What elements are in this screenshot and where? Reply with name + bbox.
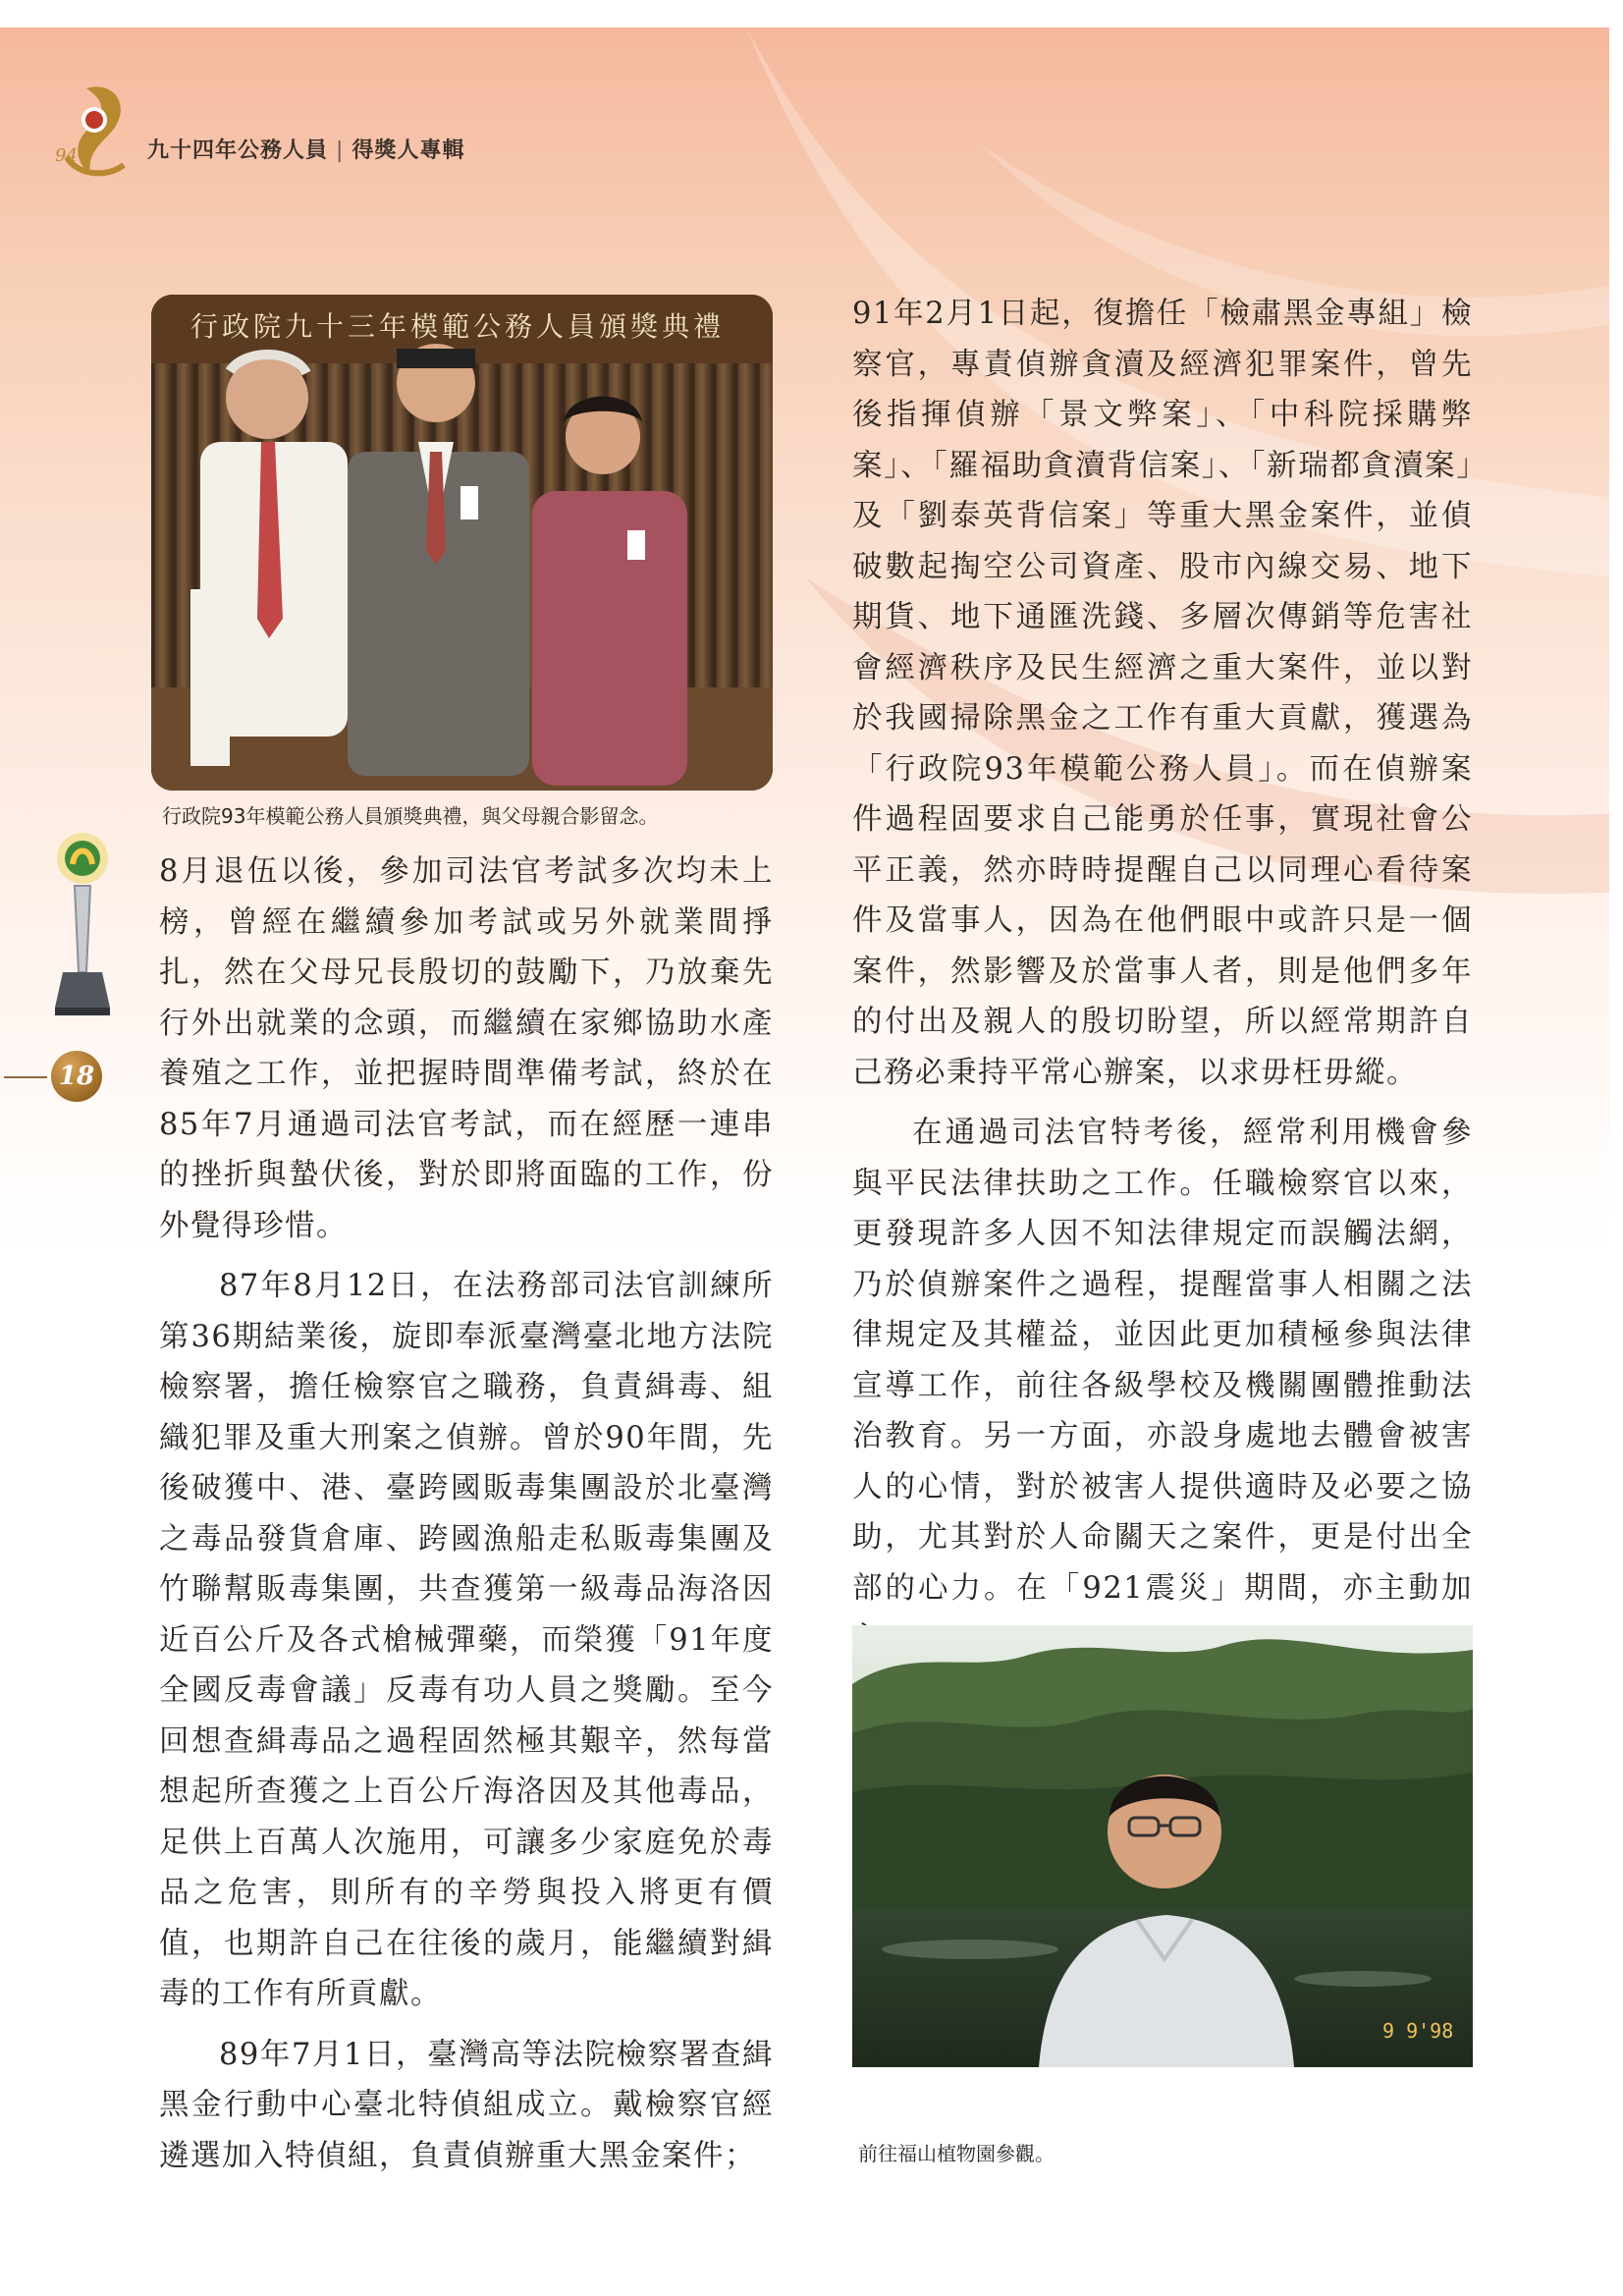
photo-date-stamp: 9 9'98 (1382, 2019, 1454, 2043)
trophy-icon (45, 825, 120, 1021)
header-subtitle: 得獎人專輯 (352, 138, 465, 163)
left-paragraph-3: 89年7月1日，臺灣高等法院檢察署查緝黑金行動中心臺北特偵組成立。戴檢察官經遴選加入特偵組，負責偵辦重大黑金案件； (159, 2037, 774, 2173)
award-photo-caption: 行政院93年模範公務人員頒獎典禮，與父母親合影留念。 (162, 804, 659, 828)
svg-text:94: 94 (55, 145, 78, 166)
ceremony-banner-text: 行政院九十三年模範公務人員頒獎典禮 (190, 310, 726, 343)
header-title: 九十四年公務人員 (147, 138, 329, 163)
award-logo (47, 81, 141, 187)
right-paragraph-1: 91年2月1日起，復擔任「檢肅黑金專組」檢察官，專責偵辦貪瀆及經濟犯罪案件，曾先後指揮偵辦「景文弊案」、「中科院採購弊案」、「羅福助貪瀆背信案」、「新瑞都貪瀆案」及「劉泰英背信案」等重大黑金案件，並偵破數起掏空公司資產、股市內線交易、地下期貨、地下通匯洗錢、多層次傳銷等危害社會經濟秩序及民生經濟之重大案件，並以對於我國掃除黑金之工作有重大貢獻，獲選為「行政院93年模範公務人員」。而在偵辦案件過程固要求自己能勇於任事，實現社會公平正義，然亦時時提醒自己以同理心看待案件及當事人，因為在他們眼中或許只是一個案件，然影響及於當事人者，則是他們多年的付出及親人的殷切盼望，所以經常期許自己務必秉持平常心辦案，以求毋枉毋縱。 (852, 297, 1473, 1090)
right-text-column (852, 289, 1473, 1665)
page-number: 18 (51, 1051, 102, 1102)
page-right-margin (1609, 0, 1623, 2296)
header-separator: | (336, 138, 345, 163)
left-text-column (159, 847, 774, 2181)
page-number-marker (0, 1051, 108, 1110)
page-marker-line (4, 1076, 47, 1078)
garden-photo-caption: 前往福山植物園參觀。 (858, 2142, 1055, 2165)
left-paragraph-1: 8月退伍以後，參加司法官考試多次均未上榜，曾經在繼續參加考試或另外就業間掙扎，然在父母兄長殷切的鼓勵下，乃放棄先行外出就業的念頭，而繼續在家鄉協助水產養殖之工作，並把握時間準備考試，終於在85年7月通過司法官考試，而在經歷一連串的挫折與蟄伏後，對於即將面臨的工作，份外覺得珍惜。 (159, 854, 774, 1243)
left-paragraph-2: 87年8月12日，在法務部司法官訓練所第36期結業後，旋即奉派臺灣臺北地方法院檢察署，擔任檢察官之職務，負責緝毒、組織犯罪及重大刑案之偵辦。曾於90年間，先後破獲中、港、臺跨國販毒集團設於北臺灣之毒品發貨倉庫、跨國漁船走私販毒集團及竹聯幫販毒集團，共查獲第一級毒品海洛因近百公斤及各式槍械彈藥，而榮獲「91年度全國反毒會議」反毒有功人員之獎勵。至今回想查緝毒品之過程固然極其艱辛，然每當想起所查獲之上百公斤海洛因及其他毒品，足供上百萬人次施用，可讓多少家庭免於毒品之危害，則所有的辛勞與投入將更有價值，也期許自己在往後的歲月，能繼續對緝毒的工作有所貢獻。 (159, 1269, 774, 2011)
running-header (147, 134, 464, 165)
right-paragraph-2: 在通過司法官特考後，經常利用機會參與平民法律扶助之工作。任職檢察官以來，更發現許多人因不知法律規定而誤觸法網，乃於偵辦案件之過程，提醒當事人相關之法律規定及其權益，並因此更加積極參與法律宣導工作，前往各級學校及機關團體推動法治教育。另一方面，亦設身處地去體會被害人的心情，對於被害人提供適時及必要之協助，尤其對於人命關天之案件，更是付出全部的心力。在「921震災」期間，亦主動加 (852, 1116, 1473, 1606)
award-ceremony-photo (151, 295, 773, 791)
botanical-garden-photo (852, 1625, 1473, 2067)
page-top-margin (0, 0, 1623, 27)
